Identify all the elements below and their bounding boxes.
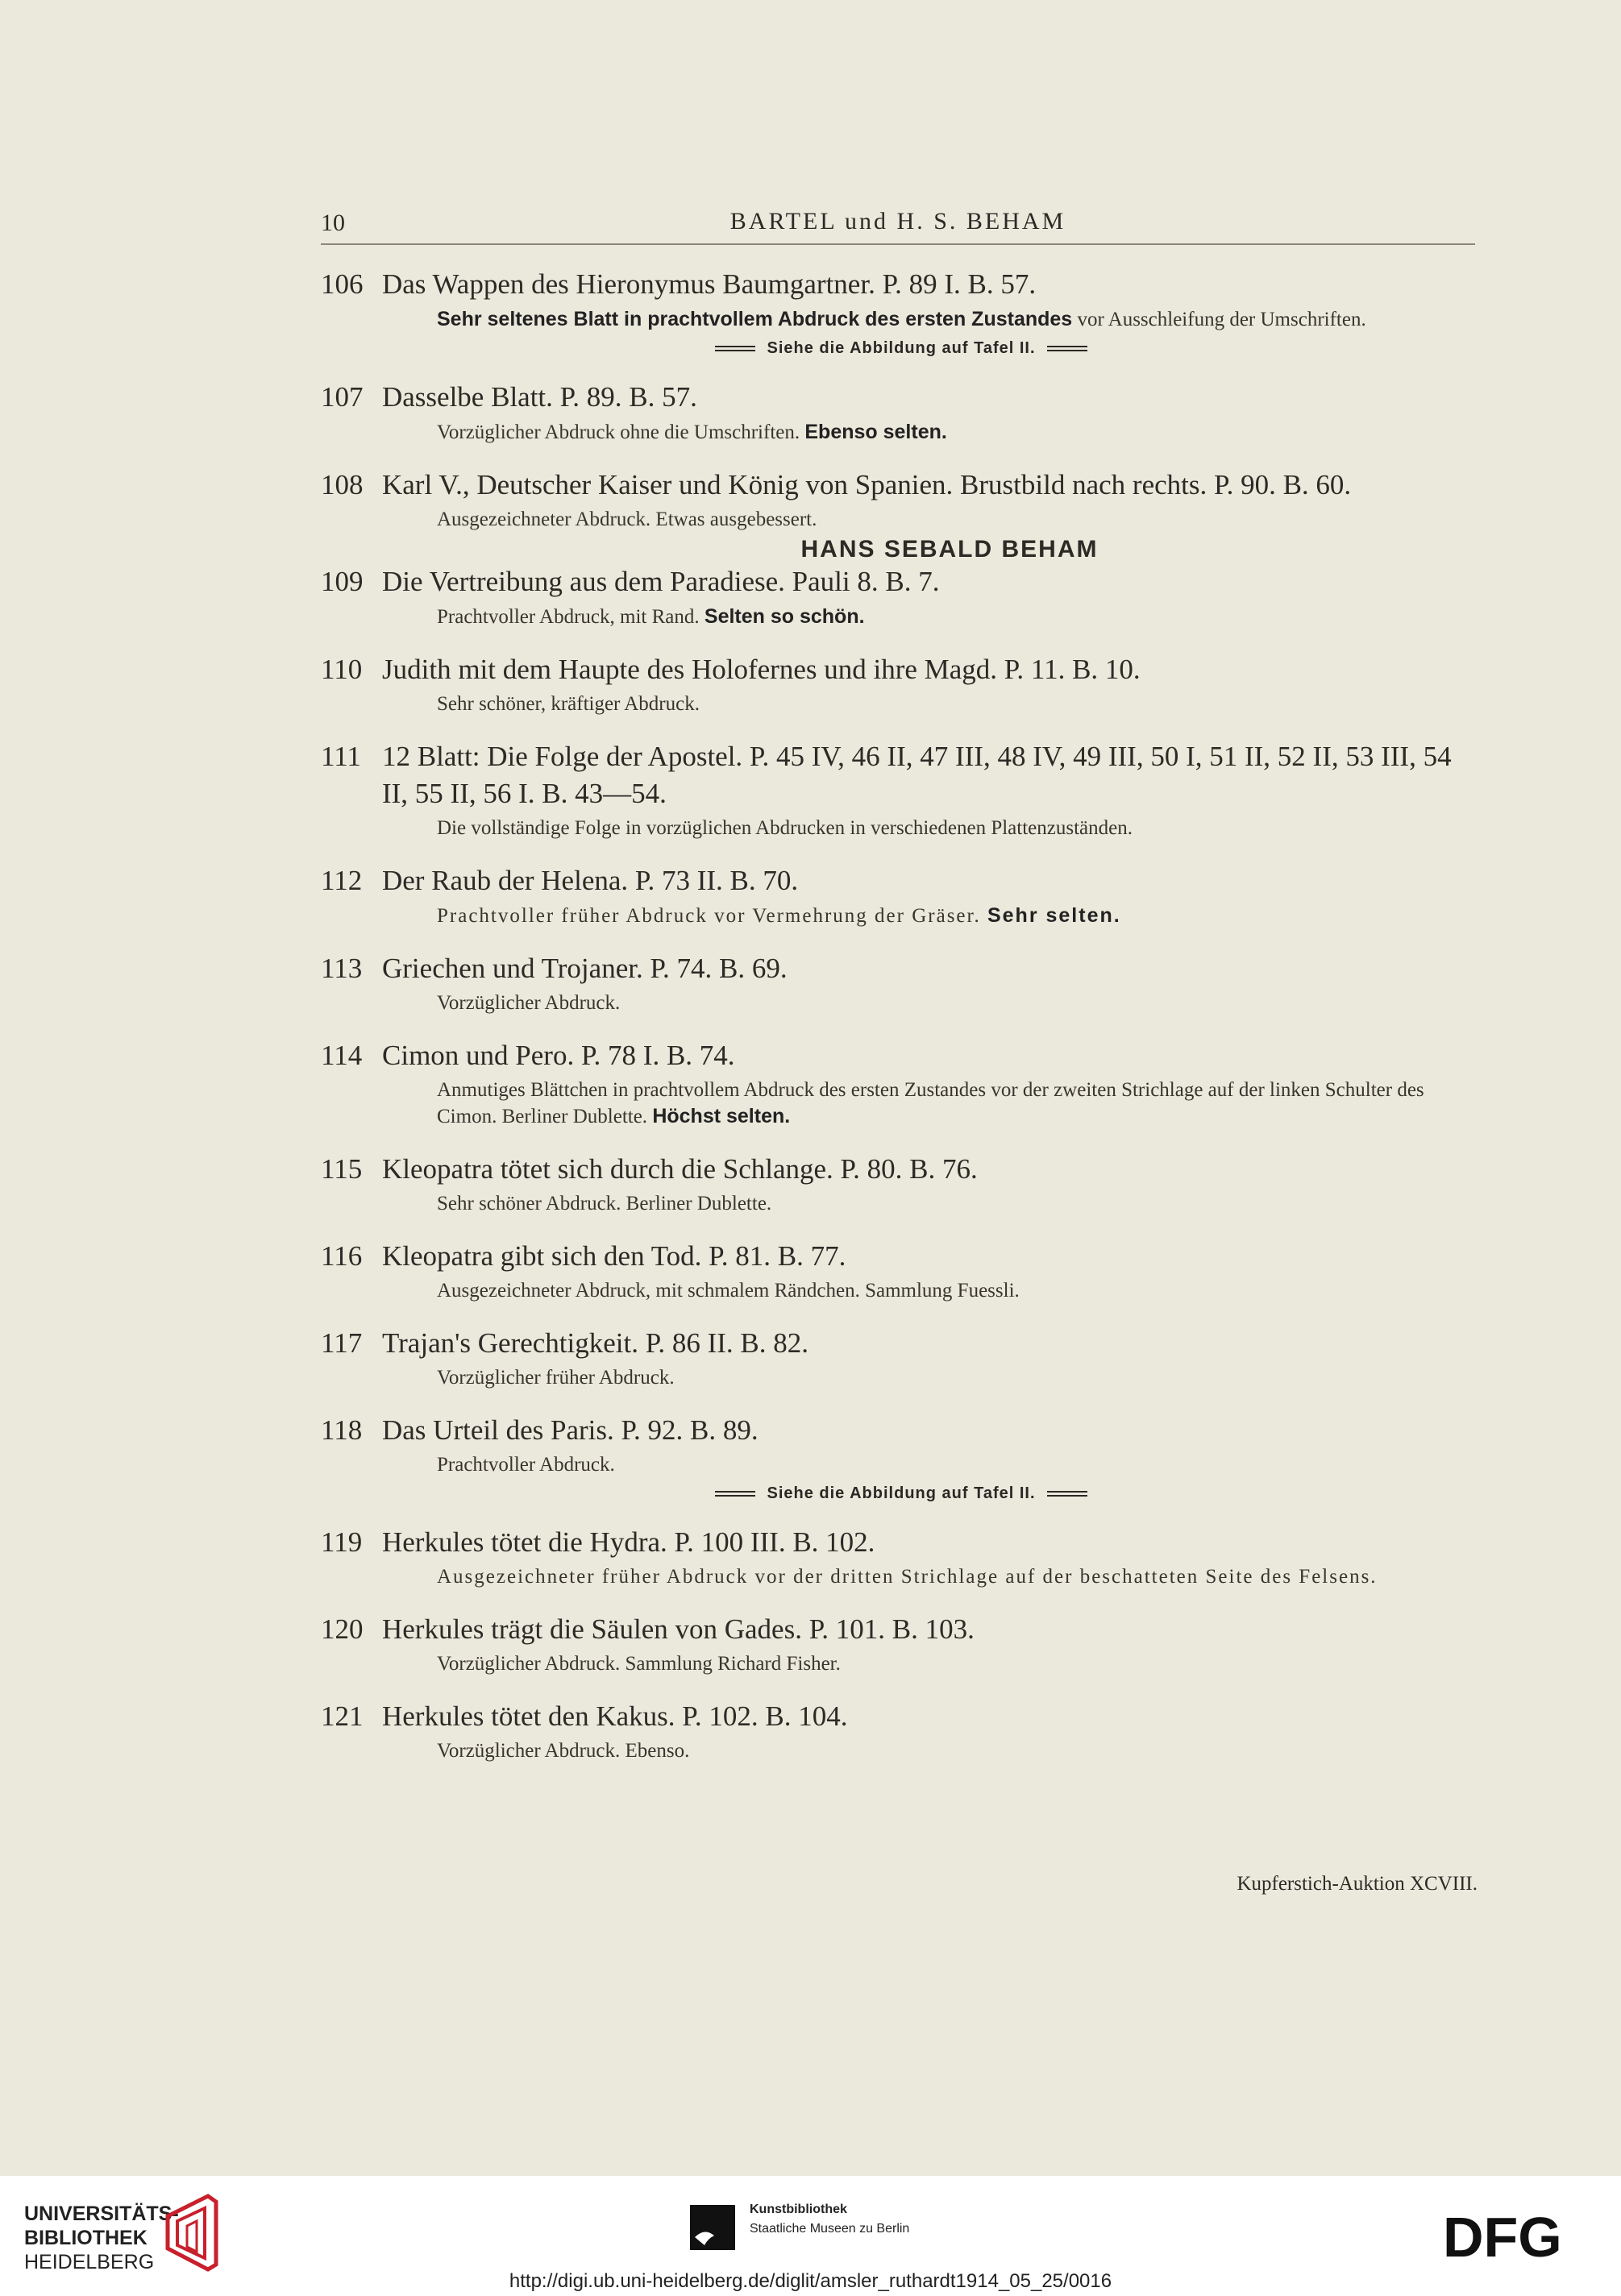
lot-description [437, 1077, 1482, 1130]
description-text: Sehr schöner, kräftiger Abdruck. [437, 693, 700, 715]
lot-title: Karl V., Deutscher Kaiser und König von Spanien. Brustbild nach rechts. P. 90. B. 60. [382, 469, 1352, 500]
lot-description [437, 604, 1482, 630]
emphasis-text: Sehr seltenes Blatt in prachtvollem Abdruck des ersten Zustandes [437, 308, 1073, 330]
ub-line-1: UNIVERSITÄTS- [24, 2203, 179, 2225]
catalogue-entry [321, 563, 1482, 630]
lot-number: 111 [321, 741, 361, 772]
catalogue-entry [321, 1412, 1482, 1503]
lot-number: 120 [321, 1613, 364, 1645]
reference-text: Siehe die Abbildung auf Tafel II. [767, 339, 1036, 357]
lot-number: 109 [321, 566, 364, 597]
lot-number: 119 [321, 1526, 363, 1558]
plate-reference [321, 339, 1482, 358]
lot-number: 118 [321, 1414, 363, 1446]
footer-bar [0, 2176, 1621, 2296]
lot-title: Herkules tötet den Kakus. P. 102. B. 104. [382, 1700, 848, 1732]
catalogue-entry [321, 1037, 1482, 1130]
description-text: Vorzüglicher Abdruck. [437, 992, 621, 1014]
catalogue-entries [321, 266, 1482, 1764]
lot-number: 117 [321, 1327, 363, 1359]
signature-line: Kupferstich-Auktion XCVIII. [1237, 1873, 1478, 1895]
lot-description [437, 816, 1482, 841]
lot-description [437, 507, 1482, 533]
lot-number: 121 [321, 1700, 364, 1732]
description-text: Vorzüglicher früher Abdruck. [437, 1367, 675, 1389]
lot-description [437, 419, 1482, 446]
page-number: 10 [321, 210, 345, 236]
rarity-text: Ebenso selten. [804, 421, 947, 443]
reference-bar [715, 1491, 755, 1497]
dfg-logo-icon[interactable] [1443, 2208, 1601, 2261]
catalogue-entry [321, 266, 1482, 358]
ub-line-3: HEIDELBERG [24, 2251, 155, 2273]
lot-title: Das Urteil des Paris. P. 92. B. 89. [382, 1414, 759, 1446]
lot-description [437, 1738, 1482, 1764]
rarity-text: Selten so schön. [704, 605, 865, 628]
lot-title: Cimon und Pero. P. 78 I. B. 74. [382, 1040, 735, 1071]
lot-title: Judith mit dem Haupte des Holofernes und ihre Magd. P. 11. B. 10. [382, 654, 1141, 685]
rarity-text: Sehr selten. [987, 904, 1121, 927]
kunstbibliothek-logo-icon[interactable] [690, 2205, 735, 2250]
running-header [321, 205, 1475, 245]
lot-description [437, 1191, 1482, 1217]
rarity-text: Höchst selten. [652, 1105, 791, 1127]
dfg-logo-text: DFG [1443, 2208, 1562, 2261]
catalogue-entry [321, 379, 1482, 446]
ub-heidelberg-logo-icon[interactable] [160, 2192, 224, 2273]
header-rule [321, 243, 1475, 245]
lot-title: Herkules trägt die Säulen von Gades. P. 101. B. 103. [382, 1613, 975, 1645]
lot-number: 106 [321, 268, 364, 300]
catalogue-entry [321, 1238, 1482, 1304]
catalogue-entry [321, 950, 1482, 1016]
lot-title: Die Vertreibung aus dem Paradiese. Pauli 8. B. 7. [382, 566, 940, 597]
description-text: Sehr schöner Abdruck. Berliner Dublette. [437, 1193, 772, 1214]
lot-description [437, 1365, 1482, 1391]
lot-number: 112 [321, 865, 363, 896]
catalogue-entry [321, 651, 1482, 717]
lot-description [437, 691, 1482, 717]
kunstbibliothek-text[interactable] [750, 2200, 909, 2239]
lot-number: 113 [321, 953, 363, 984]
lot-number: 116 [321, 1240, 363, 1272]
kb-line-1: Kunstbibliothek [750, 2203, 847, 2216]
lot-description [437, 903, 1482, 929]
lot-title: 12 Blatt: Die Folge der Apostel. P. 45 IV, 46 II, 47 III, 48 IV, 49 III, 50 I, 51 II, 52 II, 53 III, 54 II, 55 II, 56 I. B. 43—54. [382, 741, 1452, 809]
description-text: Ausgezeichneter früher Abdruck vor der dritten Strichlage auf der beschatteten Seite des Felsens. [437, 1566, 1378, 1588]
reference-bar [1047, 346, 1087, 351]
lot-description [437, 1564, 1482, 1590]
catalogue-entry [321, 1611, 1482, 1677]
lot-description [437, 990, 1482, 1016]
description-text: Prachtvoller Abdruck, mit Rand. [437, 606, 705, 628]
description-text: Ausgezeichneter Abdruck, mit schmalem Rändchen. Sammlung Fuessli. [437, 1280, 1020, 1302]
catalogue-entry [321, 1151, 1482, 1217]
catalogue-entry [321, 467, 1482, 533]
lot-description [437, 1452, 1482, 1478]
description-text: Vorzüglicher Abdruck. Ebenso. [437, 1740, 690, 1762]
catalogue-entry [321, 738, 1482, 841]
catalogue-entry [321, 1524, 1482, 1590]
ub-line-2: BIBLIOTHEK [24, 2227, 148, 2249]
description-text: vor Ausschleifung der Umschriften. [1072, 309, 1366, 330]
lot-title: Kleopatra gibt sich den Tod. P. 81. B. 77. [382, 1240, 846, 1272]
catalogue-entry [321, 862, 1482, 929]
description-text: Vorzüglicher Abdruck ohne die Umschriften. [437, 421, 805, 443]
lot-title: Das Wappen des Hieronymus Baumgartner. P. 89 I. B. 57. [382, 268, 1037, 300]
description-text: Prachtvoller Abdruck. [437, 1454, 615, 1476]
ub-heidelberg-text[interactable] [24, 2202, 179, 2274]
lot-number: 114 [321, 1040, 363, 1071]
description-text: Prachtvoller früher Abdruck vor Vermehrung der Gräser. [437, 905, 987, 927]
section-heading: HANS SEBALD BEHAM [800, 536, 1099, 563]
lot-title: Herkules tötet die Hydra. P. 100 III. B. 102. [382, 1526, 875, 1558]
catalogue-entry [321, 1698, 1482, 1764]
reference-bar [1047, 1491, 1087, 1497]
reference-bar [715, 346, 755, 351]
description-text: Vorzüglicher Abdruck. Sammlung Richard Fisher. [437, 1653, 841, 1675]
lot-number: 108 [321, 469, 364, 500]
catalogue-entry [321, 1325, 1482, 1391]
lot-title: Trajan's Gerechtigkeit. P. 86 II. B. 82. [382, 1327, 808, 1359]
lot-title: Griechen und Trojaner. P. 74. B. 69. [382, 953, 788, 984]
kb-line-2: Staatliche Museen zu Berlin [750, 2222, 910, 2236]
plate-reference [321, 1484, 1482, 1503]
lot-number: 110 [321, 654, 363, 685]
lot-description [437, 1651, 1482, 1677]
lot-number: 107 [321, 381, 364, 413]
source-url[interactable]: http://digi.ub.uni-heidelberg.de/diglit/amsler_ruthardt1914_05_25/0016 [509, 2270, 1112, 2292]
lot-description [437, 1278, 1482, 1304]
lot-title: Kleopatra tötet sich durch die Schlange. P. 80. B. 76. [382, 1153, 978, 1185]
lot-description [437, 306, 1482, 333]
description-text: Ausgezeichneter Abdruck. Etwas ausgebessert. [437, 509, 817, 530]
description-text: Die vollständige Folge in vorzüglichen Abdrucken in verschiedenen Plattenzuständen. [437, 817, 1133, 839]
running-title: BARTEL und H. S. BEHAM [729, 208, 1066, 235]
lot-title: Der Raub der Helena. P. 73 II. B. 70. [382, 865, 799, 896]
reference-text: Siehe die Abbildung auf Tafel II. [767, 1484, 1036, 1502]
lot-number: 115 [321, 1153, 363, 1185]
lot-title: Dasselbe Blatt. P. 89. B. 57. [382, 381, 697, 413]
description-text: Anmutiges Blättchen in prachtvollem Abdruck des ersten Zustandes vor der zweiten Strichlage auf der linken Schulter des Cimon. Berliner Dublette. [437, 1079, 1424, 1127]
